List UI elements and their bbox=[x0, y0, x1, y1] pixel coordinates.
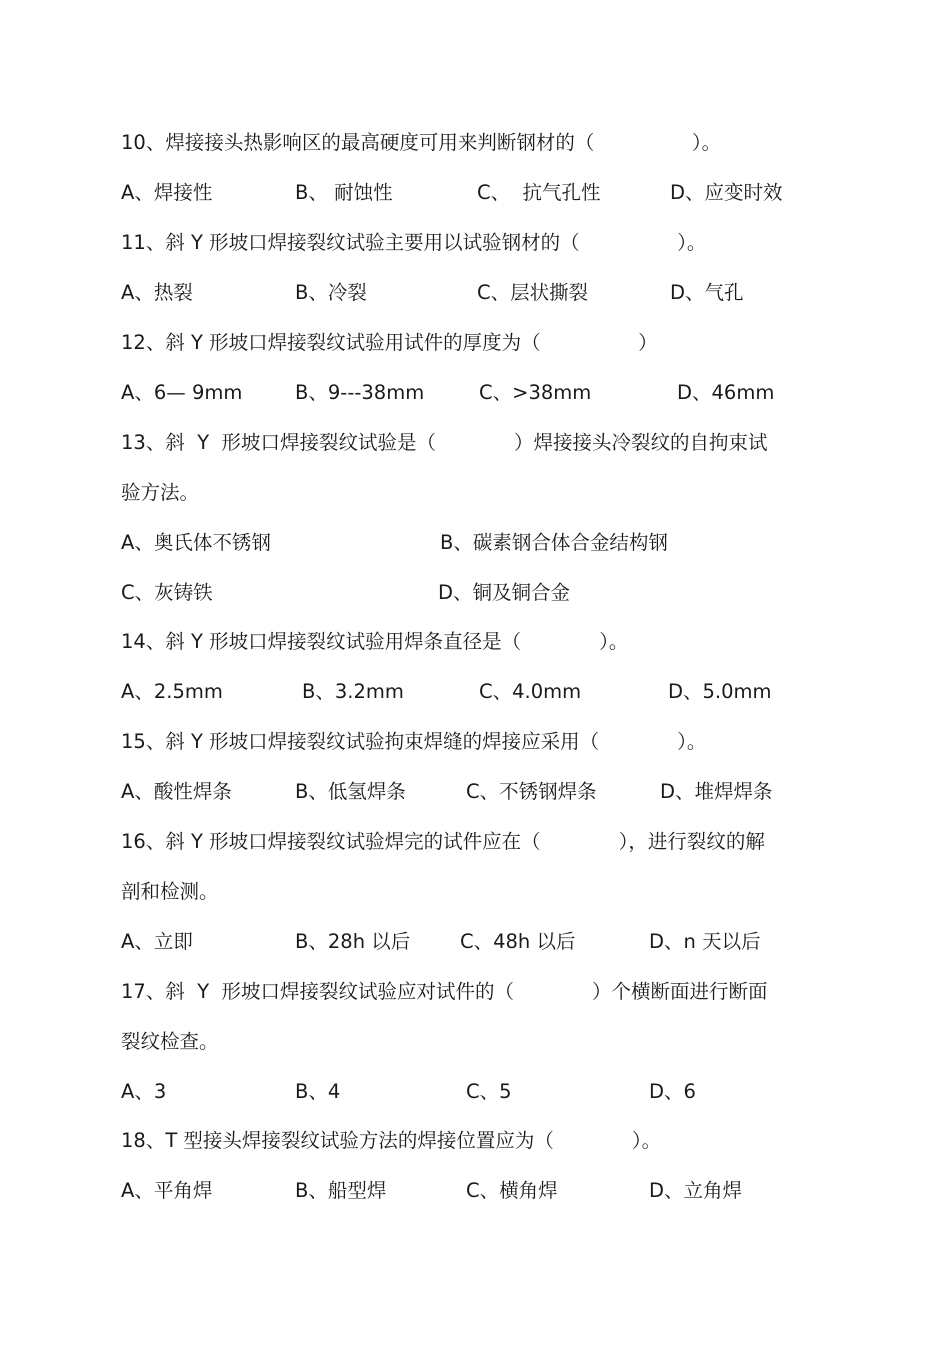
question-12-option-a: A、6— 9mm bbox=[121, 381, 243, 404]
question-14-option-d: D、5.0mm bbox=[668, 680, 772, 703]
question-15-option-b: B、低氢焊条 bbox=[295, 780, 406, 803]
question-16-text-line-1: 16、斜 Y 形坡口焊接裂纹试验焊完的试件应在（ ），进行裂纹的解 bbox=[121, 830, 765, 853]
question-17-option-a: A、3 bbox=[121, 1080, 167, 1103]
question-16-option-b: B、28h 以后 bbox=[295, 930, 411, 953]
question-18-option-c: C、横角焊 bbox=[466, 1179, 558, 1202]
question-13-option-c: C、灰铸铁 bbox=[121, 581, 213, 604]
question-18-option-d: D、立角焊 bbox=[649, 1179, 743, 1202]
question-11-option-a: A、热裂 bbox=[121, 281, 193, 304]
question-17-option-d: D、6 bbox=[649, 1080, 696, 1103]
question-13-option-d: D、铜及铜合金 bbox=[438, 581, 571, 604]
question-15-text: 15、斜 Y 形坡口焊接裂纹试验拘束焊缝的焊接应采用（ ）。 bbox=[121, 730, 707, 753]
question-13-text-line-1: 13、斜 Y 形坡口焊接裂纹试验是（ ）焊接接头冷裂纹的自拘束试 bbox=[121, 431, 768, 454]
question-15-option-c: C、不锈钢焊条 bbox=[466, 780, 597, 803]
question-17-option-b: B、4 bbox=[295, 1080, 341, 1103]
question-12-option-b: B、9---38mm bbox=[295, 381, 425, 404]
question-14-text: 14、斜 Y 形坡口焊接裂纹试验用焊条直径是（ ）。 bbox=[121, 630, 629, 653]
question-11-option-c: C、层状撕裂 bbox=[477, 281, 589, 304]
question-12-option-c: C、>38mm bbox=[479, 381, 592, 404]
question-15-option-d: D、堆焊焊条 bbox=[660, 780, 773, 803]
question-17-option-c: C、5 bbox=[466, 1080, 512, 1103]
question-16-option-d: D、n 天以后 bbox=[649, 930, 761, 953]
question-14-option-b: B、3.2mm bbox=[302, 680, 404, 703]
question-12-option-d: D、46mm bbox=[677, 381, 775, 404]
question-13-option-b: B、碳素钢合体合金结构钢 bbox=[440, 531, 668, 554]
question-13-option-a: A、奥氏体不锈钢 bbox=[121, 531, 271, 554]
question-11-text: 11、斜 Y 形坡口焊接裂纹试验主要用以试验钢材的（ ）。 bbox=[121, 231, 707, 254]
question-14-option-c: C、4.0mm bbox=[479, 680, 582, 703]
question-14-option-a: A、2.5mm bbox=[121, 680, 223, 703]
question-15-option-a: A、酸性焊条 bbox=[121, 780, 232, 803]
question-11-option-d: D、气孔 bbox=[670, 281, 744, 304]
question-17-text-line-1: 17、斜 Y 形坡口焊接裂纹试验应对试件的（ ）个横断面进行断面 bbox=[121, 980, 768, 1003]
question-10-option-a: A、焊接性 bbox=[121, 181, 213, 204]
question-11-option-b: B、冷裂 bbox=[295, 281, 367, 304]
question-18-option-a: A、平角焊 bbox=[121, 1179, 213, 1202]
question-16-option-c: C、48h 以后 bbox=[460, 930, 576, 953]
question-18-text: 18、T 型接头焊接裂纹试验方法的焊接位置应为（ ）。 bbox=[121, 1129, 662, 1152]
question-18-option-b: B、船型焊 bbox=[295, 1179, 387, 1202]
question-10-option-d: D、应变时效 bbox=[670, 181, 783, 204]
question-17-text-line-2: 裂纹检查。 bbox=[121, 1030, 219, 1053]
question-16-text-line-2: 剖和检测。 bbox=[121, 880, 219, 903]
question-12-text: 12、斜 Y 形坡口焊接裂纹试验用试件的厚度为（ ） bbox=[121, 331, 658, 354]
question-16-option-a: A、立即 bbox=[121, 930, 193, 953]
question-13-text-line-2: 验方法。 bbox=[121, 481, 200, 504]
question-10-option-b: B、 耐蚀性 bbox=[295, 181, 393, 204]
question-10-option-c: C、 抗气孔性 bbox=[477, 181, 601, 204]
question-10-text: 10、焊接接头热影响区的最高硬度可用来判断钢材的（ ）。 bbox=[121, 131, 722, 154]
